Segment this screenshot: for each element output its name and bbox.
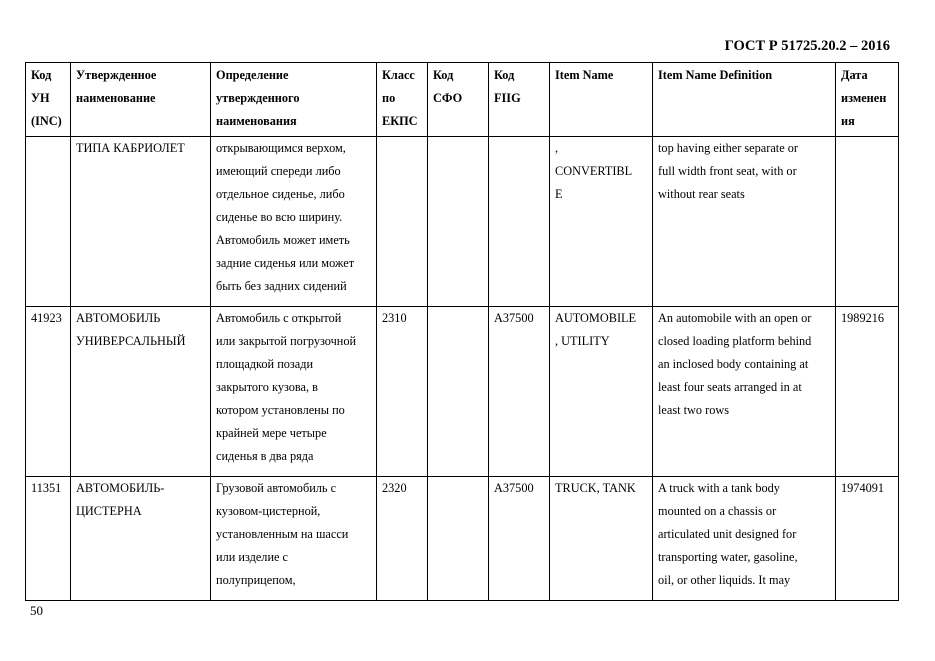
cell-line: , UTILITY [555,334,610,348]
cell-definition [211,477,377,601]
header-line: СФО [433,91,463,105]
cell-line: closed loading platform behind [658,334,812,348]
header-line: наименования [216,114,297,128]
cell-item-definition [653,137,836,307]
column-header-item-definition [653,63,836,137]
cell-line: или изделие с [216,550,289,564]
header-line: Код [494,68,515,82]
cell-line: transporting water, gasoline, [658,550,798,564]
header-line: УН [31,91,50,105]
header-line: Item Name Definition [658,68,773,82]
cell-line: mounted on a chassis or [658,504,777,518]
cell-fiig [489,477,550,601]
standard-header: ГОСТ Р 51725.20.2 – 2016 [724,38,890,54]
header-line: Класс [382,68,415,82]
table-row [26,137,899,307]
cell-line: АВТОМОБИЛЬ [76,311,161,325]
header-line: по [382,91,396,105]
cell-sfo [428,477,489,601]
cell-line: установленным на шасси [216,527,349,541]
page-number: 50 [30,603,43,618]
cell-class [377,137,428,307]
cell-line: A truck with a tank body [658,481,780,495]
cell-sfo [428,137,489,307]
cell-line: 1974091 [841,481,885,495]
cell-line: имеющий спереди либо [216,164,341,178]
header-line: ия [841,114,855,128]
cell-line: Автомобиль может иметь [216,233,350,247]
header-line: Утвержденное [76,68,157,82]
cell-line: A37500 [494,311,534,325]
cell-line: сиденья в два ряда [216,449,314,463]
table-header-row [26,63,899,137]
column-header-fiig [489,63,550,137]
header-line: Item Name [555,68,614,82]
header-line: утвержденного [216,91,300,105]
header-line: наименование [76,91,156,105]
cell-line: открывающимся верхом, [216,141,346,155]
cell-fiig [489,307,550,477]
cell-definition [211,307,377,477]
cell-class [377,477,428,601]
cell-item-name [550,137,653,307]
cell-sfo [428,307,489,477]
cell-approved-name [71,477,211,601]
cell-line: 2320 [382,481,407,495]
cell-line: быть без задних сидений [216,279,347,293]
cell-line: top having either separate or [658,141,798,155]
cell-line: least two rows [658,403,730,417]
cell-date [836,137,899,307]
column-header-definition [211,63,377,137]
cell-line: 41923 [31,311,62,325]
table-row [26,307,899,477]
cell-line: ТИПА КАБРИОЛЕТ [76,141,185,155]
cell-inc [26,307,71,477]
cell-line: котором установлены по [216,403,345,417]
column-header-sfo [428,63,489,137]
header-line: Код [433,68,454,82]
cell-inc [26,477,71,601]
column-header-inc [26,63,71,137]
cell-fiig [489,137,550,307]
cell-line: E [555,187,563,201]
cell-definition [211,137,377,307]
cell-line: УНИВЕРСАЛЬНЫЙ [76,334,186,348]
cell-inc [26,137,71,307]
item-names-table [25,62,899,601]
cell-line: oil, or other liquids. It may [658,573,791,587]
cell-line: площадкой позади [216,357,314,371]
cell-item-name [550,477,653,601]
cell-line: отдельное сиденье, либо [216,187,345,201]
cell-line: задние сиденья или может [216,256,355,270]
table-row [26,477,899,601]
cell-date [836,477,899,601]
cell-line: АВТОМОБИЛЬ- [76,481,165,495]
cell-line: крайней мере четыре [216,426,327,440]
cell-line: сиденье во всю ширину. [216,210,343,224]
header-line: (INC) [31,114,62,128]
cell-line: кузовом-цистерной, [216,504,321,518]
cell-approved-name [71,137,211,307]
column-header-class [377,63,428,137]
cell-item-name [550,307,653,477]
cell-line: ЦИСТЕРНА [76,504,142,518]
cell-line: Автомобиль с открытой [216,311,342,325]
cell-line: Грузовой автомобиль с [216,481,337,495]
cell-line: 1989216 [841,311,885,325]
cell-line: An automobile with an open or [658,311,812,325]
cell-date [836,307,899,477]
cell-line: закрытого кузова, в [216,380,318,394]
cell-line: full width front seat, with or [658,164,797,178]
cell-line: , [555,141,559,155]
cell-line: without rear seats [658,187,745,201]
cell-line: 11351 [31,481,62,495]
cell-class [377,307,428,477]
cell-line: полуприцепом, [216,573,296,587]
header-line: ЕКПС [382,114,418,128]
cell-item-definition [653,307,836,477]
cell-line: A37500 [494,481,534,495]
cell-line: CONVERTIBL [555,164,633,178]
column-header-item-name [550,63,653,137]
column-header-approved-name [71,63,211,137]
header-line: Определение [216,68,289,82]
cell-line: 2310 [382,311,407,325]
column-header-date [836,63,899,137]
cell-item-definition [653,477,836,601]
cell-line: articulated unit designed for [658,527,797,541]
cell-line: AUTOMOBILE [555,311,637,325]
cell-line: или закрытой погрузочной [216,334,357,348]
cell-line: least four seats arranged in at [658,380,802,394]
cell-line: an inclosed body containing at [658,357,809,371]
header-line: Код [31,68,52,82]
header-line: изменен [841,91,887,105]
cell-approved-name [71,307,211,477]
cell-line: TRUCK, TANK [555,481,636,495]
header-line: Дата [841,68,868,82]
header-line: FIIG [494,91,521,105]
